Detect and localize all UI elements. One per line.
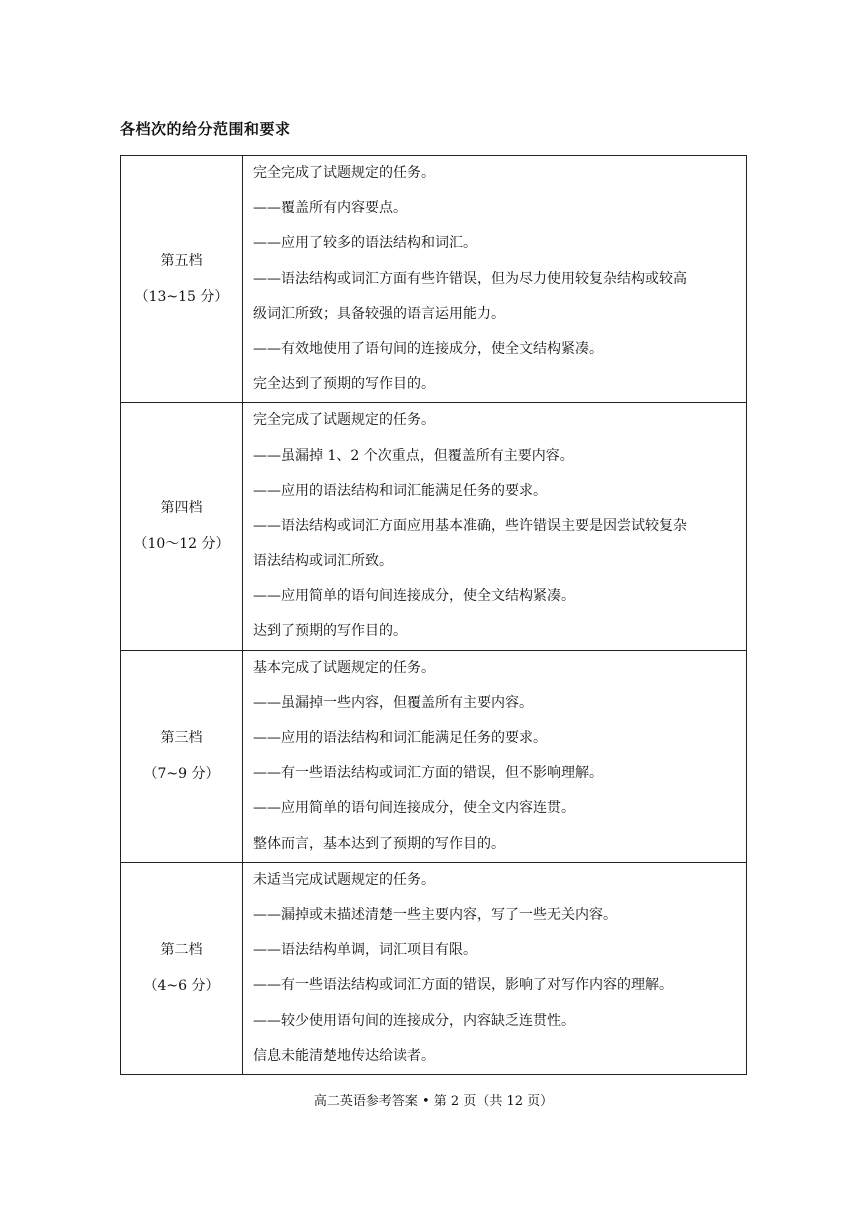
band-cell xyxy=(121,862,243,1074)
description-line: ——应用了较多的语法结构和词汇。 xyxy=(253,235,477,252)
description-line: 达到了预期的写作目的。 xyxy=(253,623,407,640)
band-name: 第四档 xyxy=(160,500,203,517)
description-line: ——虽漏掉一些内容，但覆盖所有主要内容。 xyxy=(253,694,533,711)
description-line: ——应用的语法结构和词汇能满足任务的要求。 xyxy=(253,730,547,746)
description-line: ——覆盖所有内容要点。 xyxy=(253,200,407,217)
band-name: 第三档 xyxy=(160,730,203,747)
description-line: ——应用简单的语句间连接成分，使全文内容连贯。 xyxy=(253,800,575,817)
band-name: 第五档 xyxy=(160,253,203,270)
band-range: （13~15 分） xyxy=(134,289,229,306)
description-line: ——有一些语法结构或词汇方面的错误，但不影响理解。 xyxy=(253,765,603,782)
band-range: （4~6 分） xyxy=(143,978,220,995)
description-line: 级词汇所致；具备较强的语言运用能力。 xyxy=(253,305,505,322)
band-range: （7~9 分） xyxy=(143,766,220,783)
description-line: ——应用简单的语句间连接成分，使全文结构紧凑。 xyxy=(253,588,575,605)
description-line: 信息未能清楚地传达给读者。 xyxy=(253,1047,435,1064)
description-line: ——语法结构或词汇方面有些许错误，但为尽力使用较复杂结构或较高 xyxy=(253,270,687,287)
description-cell xyxy=(243,156,747,403)
table-row xyxy=(121,156,747,403)
description-line: 基本完成了试题规定的任务。 xyxy=(253,659,435,676)
description-line: ——有效地使用了语句间的连接成分，使全文结构紧凑。 xyxy=(253,340,603,357)
description-line: 完全完成了试题规定的任务。 xyxy=(253,165,435,181)
page-title: 各档次的给分范围和要求 xyxy=(120,120,291,138)
table-row xyxy=(121,403,747,650)
description-cell xyxy=(243,650,747,862)
description-line: 未适当完成试题规定的任务。 xyxy=(253,871,435,888)
description-line: 语法结构或词汇所致。 xyxy=(253,553,393,570)
description-line: 整体而言，基本达到了预期的写作目的。 xyxy=(253,835,505,852)
description-line: ——有一些语法结构或词汇方面的错误，影响了对写作内容的理解。 xyxy=(253,977,673,994)
description-line: ——漏掉或未描述清楚一些主要内容，写了一些无关内容。 xyxy=(253,906,617,923)
description-line: ——虽漏掉 1、2 个次重点，但覆盖所有主要内容。 xyxy=(253,447,574,464)
table-row xyxy=(121,862,747,1074)
band-cell xyxy=(121,156,243,403)
band-name: 第二档 xyxy=(160,942,203,959)
description-line: ——语法结构或词汇方面应用基本准确，些许错误主要是因尝试较复杂 xyxy=(253,517,687,534)
rubric-table xyxy=(120,155,747,1075)
description-cell xyxy=(243,403,747,650)
description-line: ——语法结构单调，词汇项目有限。 xyxy=(253,942,477,959)
description-cell xyxy=(243,862,747,1074)
description-line: ——较少使用语句间的连接成分，内容缺乏连贯性。 xyxy=(253,1012,575,1029)
page-footer: 高二英语参考答案 • 第 2 页（共 12 页） xyxy=(313,1094,554,1109)
description-line: ——应用的语法结构和词汇能满足任务的要求。 xyxy=(253,482,547,499)
band-range: （10～12 分） xyxy=(133,536,230,553)
description-line: 完全完成了试题规定的任务。 xyxy=(253,412,435,429)
band-cell xyxy=(121,403,243,650)
table-row xyxy=(121,650,747,862)
band-cell xyxy=(121,650,243,862)
description-line: 完全达到了预期的写作目的。 xyxy=(253,376,435,393)
